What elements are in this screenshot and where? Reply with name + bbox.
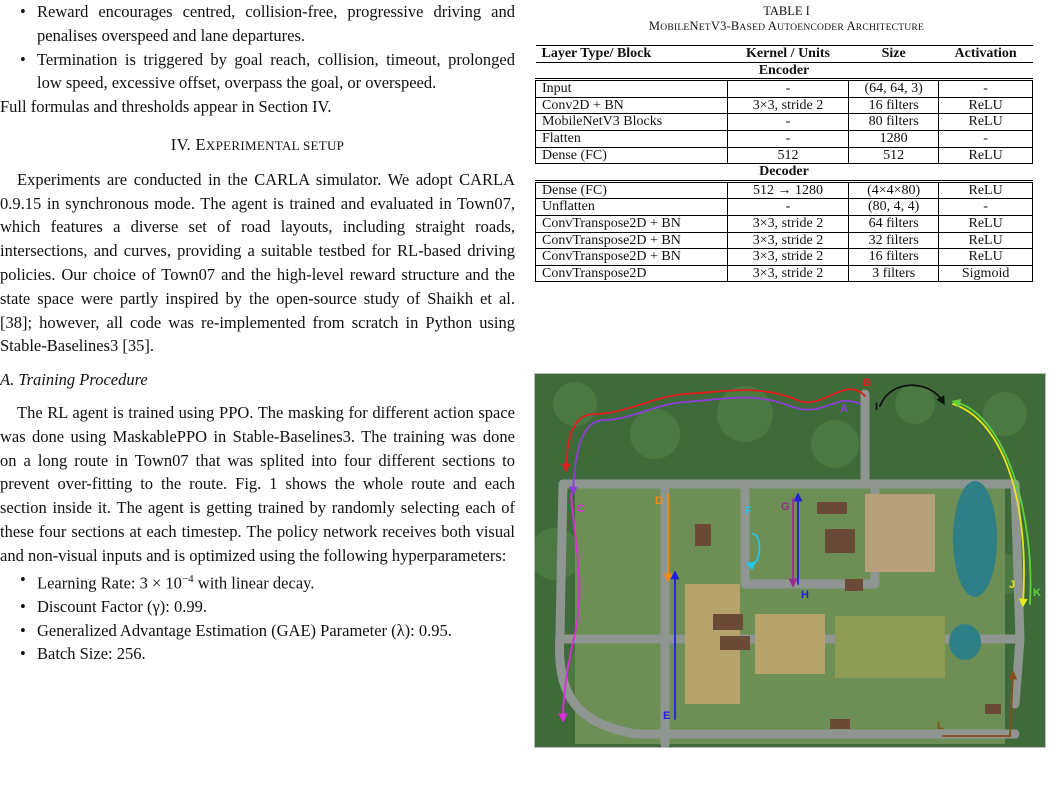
hyperparameter-list <box>0 568 515 667</box>
table-row: ConvTranspose2D + BN 3×3, stride 2 64 filters ReLU <box>536 215 1033 232</box>
decoder-group-row: Decoder <box>536 164 1033 182</box>
table-title <box>535 19 1038 35</box>
hp-batch: • Batch Size: 256. <box>0 642 515 666</box>
field <box>755 614 825 674</box>
title-cap: N <box>689 19 699 33</box>
label-g: G <box>781 501 790 513</box>
encoder-group-row: Encoder <box>536 62 1033 80</box>
header-layer: Layer Type/ Block <box>536 46 728 63</box>
paragraph-training: The RL agent is trained using PPO. The masking for different action space was done using MaskablePPO in Stable-Baselines3. The training was done on a long route in Town07 that was splited into four different sections to prevent over-fitting to the route. Fig. 1 shows the whole route and each section inside it. The agent is getting trained by randomly selecting each of these four sections at each timestep. The policy network receives both visual and non-visual inputs and is optimized using the following hyperparameters: <box>0 402 515 565</box>
table-row: Dense (FC) 512 → 1280 (4×4×80) ReLU <box>536 181 1033 199</box>
right-column <box>535 0 1038 282</box>
table-label: TABLE I <box>763 4 810 18</box>
left-column <box>0 0 515 666</box>
header-activation: Activation <box>939 46 1033 63</box>
label-b: B <box>863 377 871 389</box>
label-j: J <box>1009 579 1016 591</box>
table-row: Input - (64, 64, 3) - <box>536 80 1033 98</box>
label-d: D <box>655 495 663 507</box>
subsection-heading: A. Training Procedure <box>0 370 148 390</box>
table-row: ConvTranspose2D + BN 3×3, stride 2 32 filters ReLU <box>536 232 1033 249</box>
label-k: K <box>1033 587 1041 599</box>
hp-gae: • Generalized Advantage Estimation (GAE) Parameter (λ): 0.95. <box>0 619 515 643</box>
table-row: Dense (FC) 512 512 ReLU <box>536 147 1033 164</box>
header-kernel: Kernel / Units <box>727 46 848 63</box>
architecture-table <box>535 45 1033 282</box>
label-e: E <box>663 710 671 722</box>
paragraph-experiments: Experiments are conducted in the CARLA simulator. We adopt CARLA 0.9.15 in synchronous mode. The agent is trained and evaluated in Town07, which features a diverse set of road layouts, including straight roads, intersections, and curves, providing a suitable testbed for RL-based driving policies. Our choice of Town07 and the high-level reward structure and the state space were partly inspired by the open-source study of Shaikh et al. [38]; however, all code was re-implemented from scratch in Python using Stable-Baselines3 [35]. <box>0 169 515 356</box>
label-c: C <box>577 503 585 515</box>
header-size: Size <box>849 46 939 63</box>
label-i: I <box>875 401 879 413</box>
bullet-termination: • Termination is triggered by goal reach, collision, timeout, prolonged low speed, excessive offset, overpass the goal, or overspeed. <box>0 48 515 96</box>
hp-learning-rate: • Learning Rate: $3 \times 10^{-4}$ with linear decay. <box>0 568 515 595</box>
table-row: ConvTranspose2D + BN 3×3, stride 2 16 filters ReLU <box>536 249 1033 266</box>
table-caption <box>535 4 1038 35</box>
label-a: A <box>840 403 848 415</box>
table-row: Unflatten - (80, 4, 4) - <box>536 199 1033 216</box>
bullet-reward: • Reward encourages centred, collision-free, progressive driving and penalises overspeed and lane departures. <box>0 0 515 48</box>
title-small: OBILE <box>660 22 690 33</box>
table-row: ConvTranspose2D 3×3, stride 2 3 filters Sigmoid <box>536 265 1033 282</box>
section-heading: IV. EXPERIMENTAL SETUP <box>170 134 345 154</box>
label-f: F <box>745 505 752 517</box>
formula-note: Full formulas and thresholds appear in Section IV. <box>0 97 332 117</box>
title-cap: V3-B <box>710 19 740 33</box>
hp-discount: • Discount Factor (γ): 0.99. <box>0 595 515 619</box>
title-small: ET <box>698 22 711 33</box>
reward-bullets <box>0 0 515 95</box>
route-map-figure <box>534 373 1046 748</box>
table-row: Flatten - 1280 - <box>536 130 1033 147</box>
title-small: ASED <box>739 22 768 33</box>
title-cap: A <box>767 19 778 33</box>
title-cap: M <box>648 19 661 33</box>
table-row: Conv2D + BN 3×3, stride 2 16 filters ReLU <box>536 97 1033 114</box>
table-header-row <box>536 46 1033 63</box>
label-l: L <box>937 720 944 732</box>
field <box>865 494 935 572</box>
table-row: MobileNetV3 Blocks - 80 filters ReLU <box>536 114 1033 131</box>
lake <box>953 481 997 597</box>
title-cap: A <box>846 19 856 33</box>
title-small: UTOENCODER <box>777 22 847 33</box>
title-small: RCHITECTURE <box>855 22 925 33</box>
label-h: H <box>801 589 809 601</box>
field <box>835 616 945 678</box>
